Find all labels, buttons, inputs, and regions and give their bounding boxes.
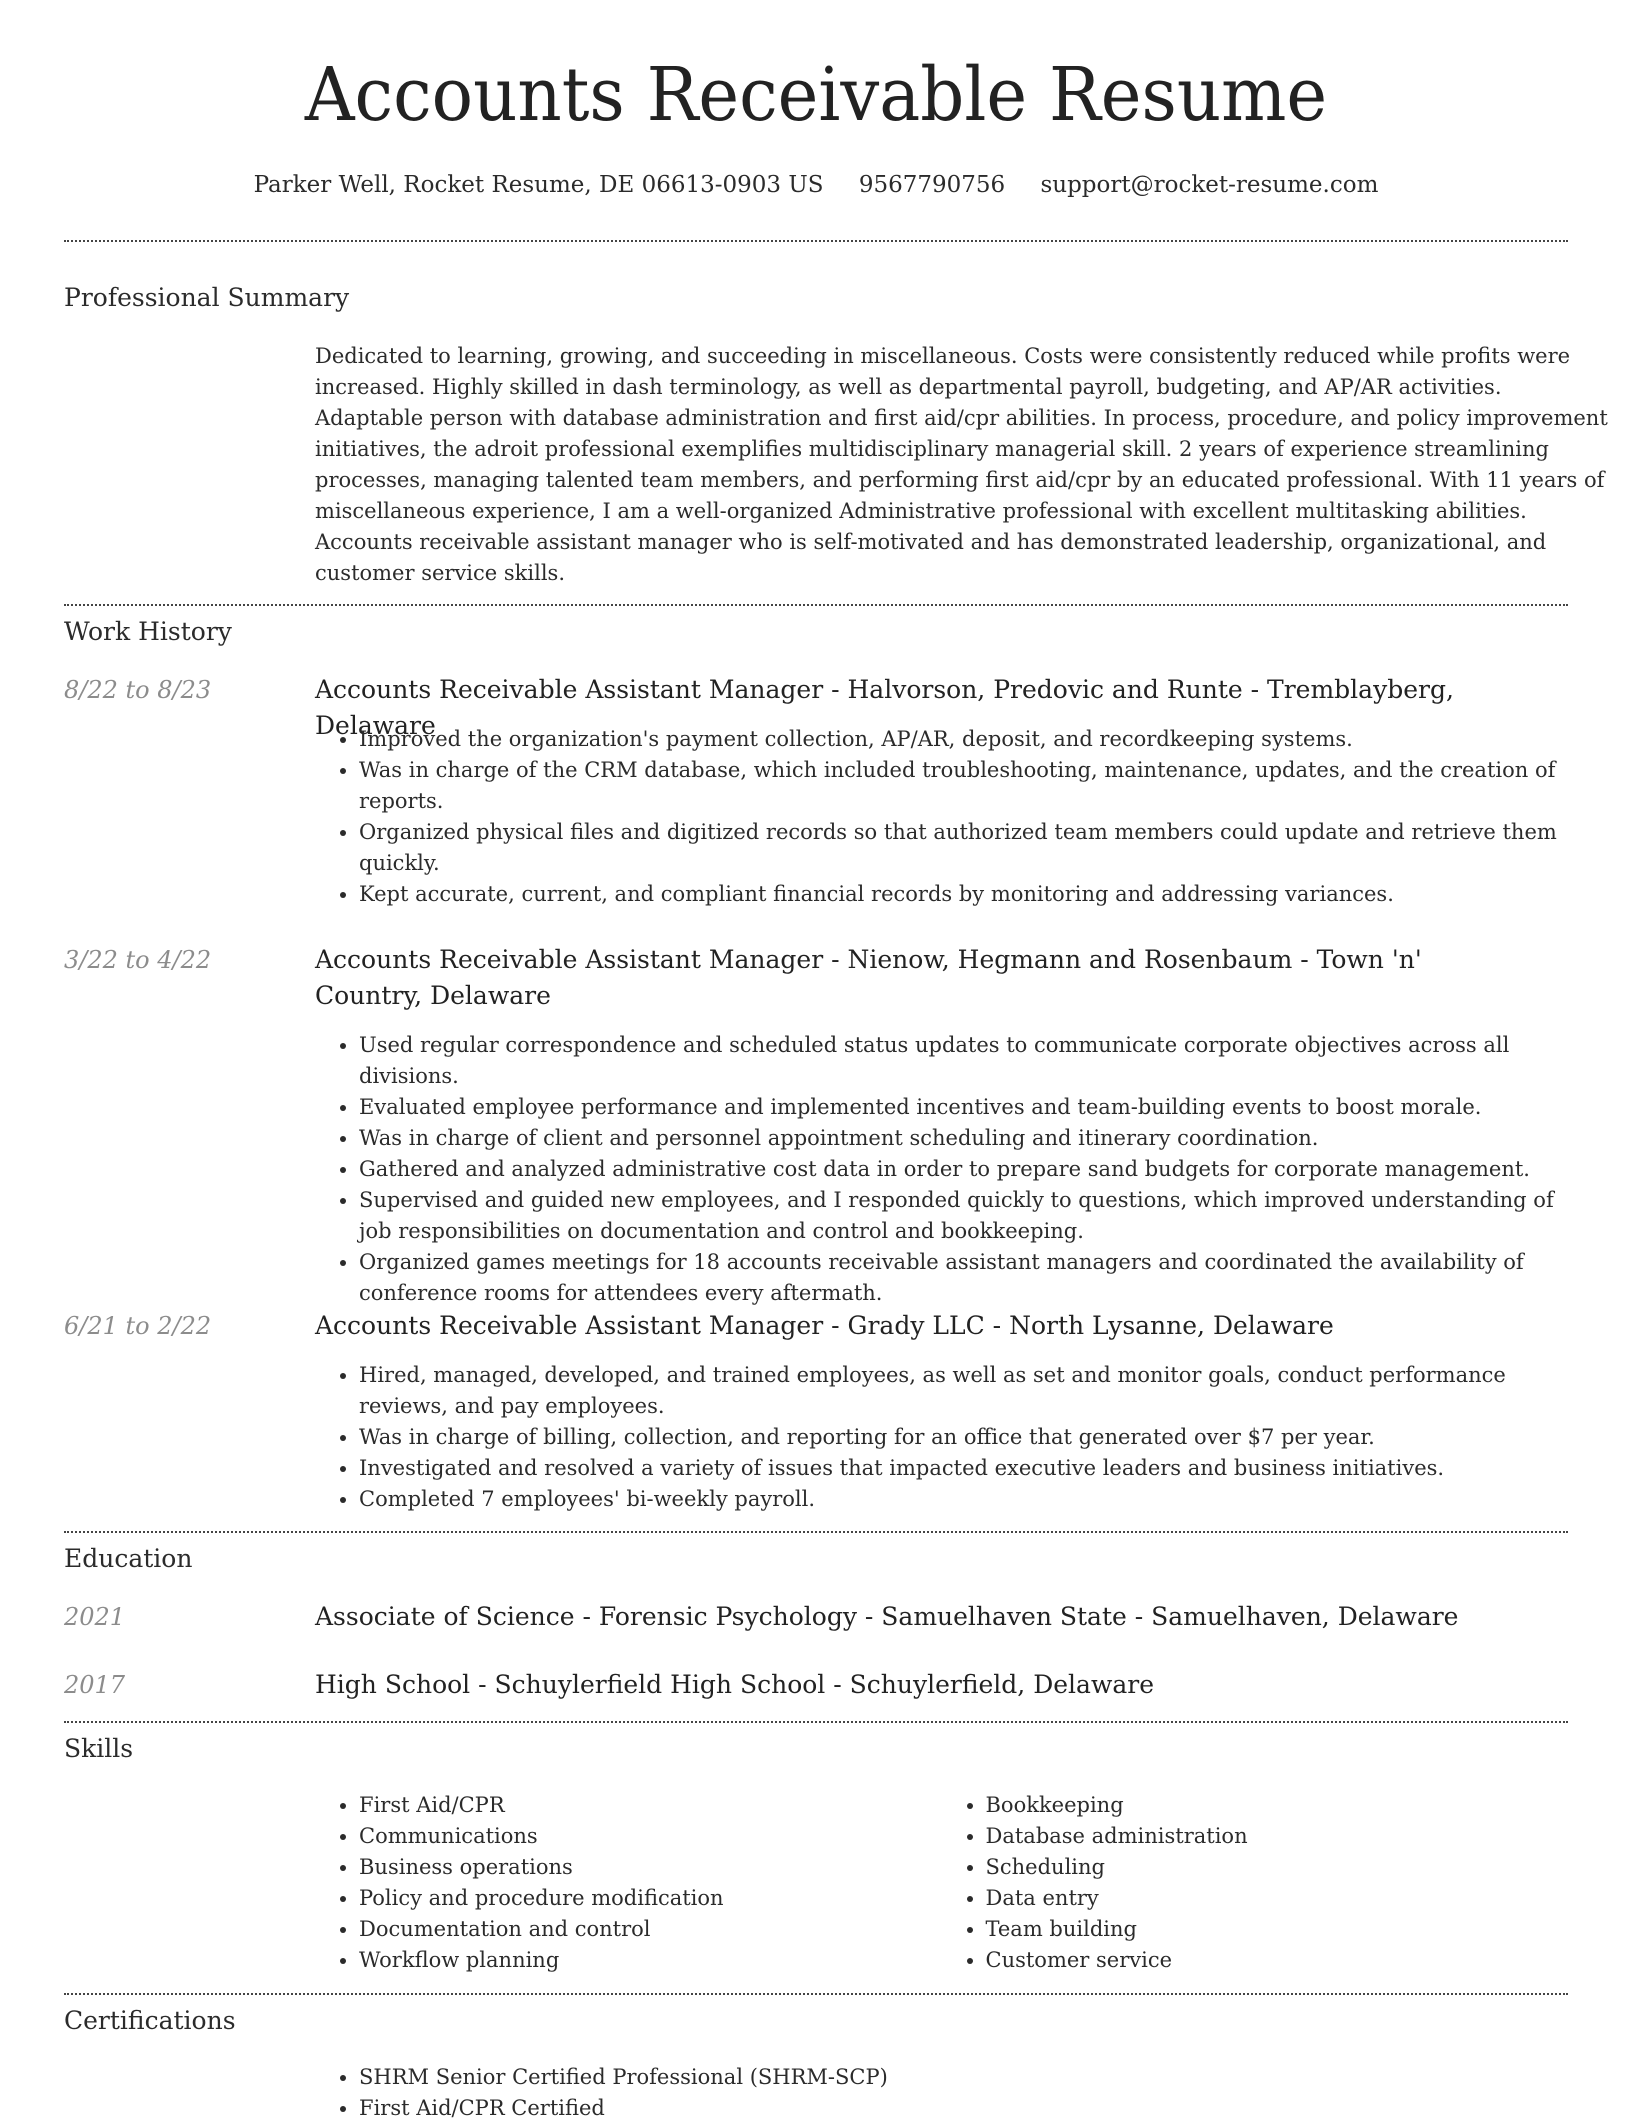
section-divider xyxy=(64,240,1568,242)
skill-item: • Bookkeeping xyxy=(986,1790,1569,1821)
skill-item: • Scheduling xyxy=(986,1852,1569,1883)
skill-item: • Communications xyxy=(359,1821,942,1852)
section-heading-certifications: Certifications xyxy=(64,2006,236,2035)
list-item: • Completed 7 employees' bi-weekly payroll. xyxy=(359,1484,1568,1515)
job-bullets xyxy=(315,1360,1568,1515)
education-entry: Associate of Science - Forensic Psychology - Samuelhaven State - Samuelhaven, Delaware xyxy=(315,1602,1459,1631)
education-entry: High School - Schuylerfield High School - Schuylerfield, Delaware xyxy=(315,1670,1154,1699)
skills-column-right xyxy=(942,1790,1569,1976)
certification-item: • First Aid/CPR Certified xyxy=(359,2093,1568,2124)
list-item: • Hired, managed, developed, and trained employees, as well as set and monitor goals, conduct performance reviews, and pay employees. xyxy=(359,1360,1568,1422)
list-item: • Gathered and analyzed administrative cost data in order to prepare sand budgets for corporate management. xyxy=(359,1154,1568,1185)
job-dates: 3/22 to 4/22 xyxy=(64,946,212,974)
skill-item: • Documentation and control xyxy=(359,1914,942,1945)
education-year: 2017 xyxy=(64,1671,126,1699)
list-item: • Investigated and resolved a variety of issues that impacted executive leaders and business initiatives. xyxy=(359,1453,1568,1484)
section-divider xyxy=(64,1993,1568,1995)
section-divider xyxy=(64,1531,1568,1533)
skill-item: • Database administration xyxy=(986,1821,1569,1852)
list-item: • Kept accurate, current, and compliant financial records by monitoring and addressing variances. xyxy=(359,879,1568,910)
section-divider xyxy=(64,1721,1568,1723)
skill-item: • Business operations xyxy=(359,1852,942,1883)
list-item: • Was in charge of the CRM database, which included troubleshooting, maintenance, updates, and the creation of reports. xyxy=(359,755,1568,817)
list-item: • Supervised and guided new employees, and I responded quickly to questions, which improved understanding of job responsibilities on documentation and control and bookkeeping. xyxy=(359,1185,1568,1247)
contact-line xyxy=(64,172,1568,198)
job-bullets xyxy=(315,724,1568,910)
job-title: Accounts Receivable Assistant Manager - Nienow, Hegmann and Rosenbaum - Town 'n' Country, Delaware xyxy=(315,945,1422,1010)
section-divider xyxy=(64,604,1568,606)
job-bullets xyxy=(315,1030,1568,1309)
section-heading-work-history: Work History xyxy=(64,617,232,646)
skill-item: • Workflow planning xyxy=(359,1945,942,1976)
summary-text: Dedicated to learning, growing, and succeeding in miscellaneous. Costs were consistently reduced while profits were increased. Highly skilled in dash terminology, as well as departmental payroll, budgeting, and AP/AR activities. Adaptable person with database administration and first aid/cpr abilities. In process, procedure, and policy improvement initiatives, the adroit professional exemplifies multidisciplinary managerial skill. 2 years of experience streamlining processes, managing talented team members, and performing first aid/cpr by an educated professional. With 11 years of miscellaneous experience, I am a well-organized Administrative professional with excellent multitasking abilities. Accounts receivable assistant manager who is self-motivated and has demonstrated leadership, organizational, and customer service skills. xyxy=(315,344,1608,585)
job-dates: 8/22 to 8/23 xyxy=(64,676,212,704)
contact-phone: 9567790756 xyxy=(858,172,1006,198)
list-item: • Organized physical files and digitized records so that authorized team members could update and retrieve them quickly. xyxy=(359,817,1568,879)
list-item: • Organized games meetings for 18 accounts receivable assistant managers and coordinated the availability of conference rooms for attendees every aftermath. xyxy=(359,1247,1568,1309)
skill-item: • Data entry xyxy=(986,1883,1569,1914)
contact-email: support@rocket-resume.com xyxy=(1040,172,1379,198)
skill-item: • First Aid/CPR xyxy=(359,1790,942,1821)
list-item: • Improved the organization's payment collection, AP/AR, deposit, and recordkeeping systems. xyxy=(359,724,1568,755)
section-heading-skills: Skills xyxy=(64,1734,134,1763)
section-heading-summary: Professional Summary xyxy=(64,283,350,312)
list-item: • Was in charge of billing, collection, and reporting for an office that generated over $7 per year. xyxy=(359,1422,1568,1453)
skill-item: • Team building xyxy=(986,1914,1569,1945)
skill-item: • Policy and procedure modification xyxy=(359,1883,942,1914)
list-item: • Was in charge of client and personnel appointment scheduling and itinerary coordination. xyxy=(359,1123,1568,1154)
list-item: • Used regular correspondence and scheduled status updates to communicate corporate objectives across all divisions. xyxy=(359,1030,1568,1092)
certifications-list xyxy=(315,2062,1568,2124)
section-heading-education: Education xyxy=(64,1544,193,1573)
skill-item: • Customer service xyxy=(986,1945,1569,1976)
contact-address: Parker Well, Rocket Resume, DE 06613-0903 US xyxy=(253,172,824,198)
skills-list xyxy=(315,1790,1568,1976)
list-item: • Evaluated employee performance and implemented incentives and team-building events to boost morale. xyxy=(359,1092,1568,1123)
job-title: Accounts Receivable Assistant Manager - Halvorson, Predovic and Runte - Tremblayberg, Delaware xyxy=(315,675,1454,740)
job-title: Accounts Receivable Assistant Manager - Grady LLC - North Lysanne, Delaware xyxy=(315,1311,1334,1340)
skills-column-left xyxy=(315,1790,942,1976)
education-year: 2021 xyxy=(64,1603,126,1631)
job-dates: 6/21 to 2/22 xyxy=(64,1312,212,1340)
certification-item: • SHRM Senior Certified Professional (SHRM-SCP) xyxy=(359,2062,1568,2093)
resume-title: Accounts Receivable Resume xyxy=(304,52,1328,138)
